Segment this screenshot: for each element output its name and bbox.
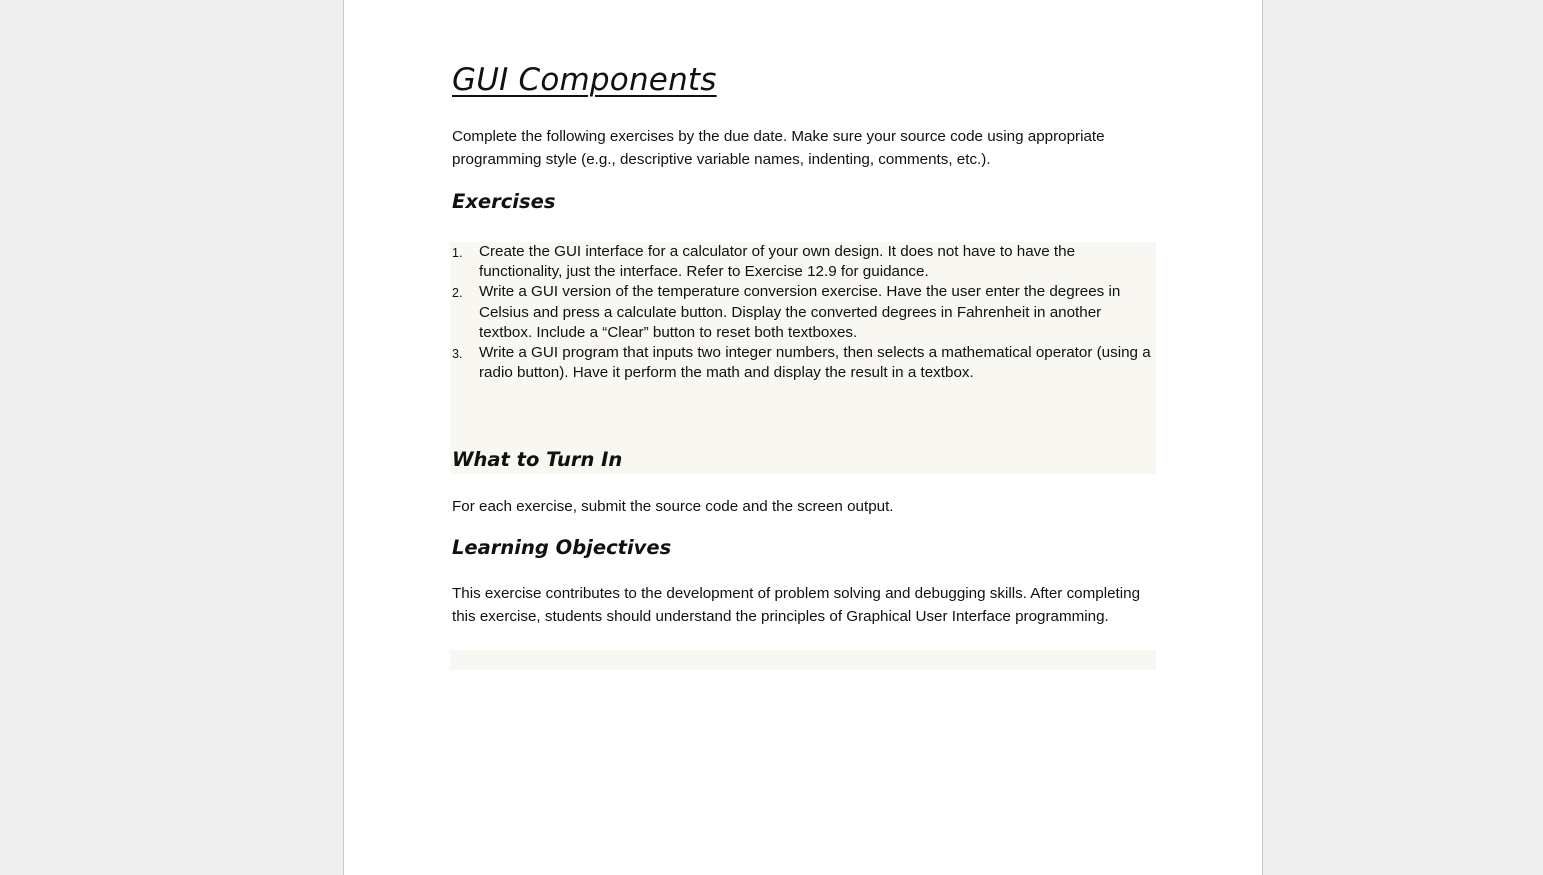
shaded-region	[450, 650, 1156, 670]
exercises-heading: Exercises	[452, 190, 556, 213]
document-title: GUI Components	[452, 62, 717, 98]
objectives-paragraph: This exercise contributes to the development of problem solving and debugging skills. After completing this exercise, students should understand the principles of Graphical User Interface programming.	[452, 585, 1141, 625]
exercise-number: 1.	[452, 246, 463, 260]
exercise-list	[452, 242, 1158, 383]
intro-paragraph: Complete the following exercises by the due date. Make sure your source code using appropriate programming style (e.g., descriptive variable names, indenting, comments, etc.).	[452, 128, 1105, 168]
turn-in-heading: What to Turn In	[452, 448, 623, 471]
exercise-item	[452, 242, 1158, 282]
exercise-number: 3.	[452, 347, 463, 362]
exercise-number: 2.	[452, 286, 463, 301]
turn-in-paragraph: For each exercise, submit the source code and the screen output.	[452, 498, 894, 515]
exercise-text: Write a GUI version of the temperature conversion exercise. Have the user enter the degrees in Celsius and press a calculate button. Display the converted degrees in Fahrenheit in another textbox. Include a “Clear” button to reset both textboxes.	[479, 283, 1121, 341]
objectives-heading: Learning Objectives	[452, 536, 672, 559]
exercise-item	[452, 282, 1158, 343]
exercise-text: Create the GUI interface for a calculator of your own design. It does not have to have the functionality, just the interface. Refer to Exercise 12.9 for guidance.	[479, 243, 1076, 281]
document-page[interactable]	[343, 0, 1263, 875]
exercise-item	[452, 343, 1158, 383]
exercise-text: Write a GUI program that inputs two integer numbers, then selects a mathematical operator (using a radio button). Have it perform the math and display the result in a textbox.	[479, 344, 1151, 382]
